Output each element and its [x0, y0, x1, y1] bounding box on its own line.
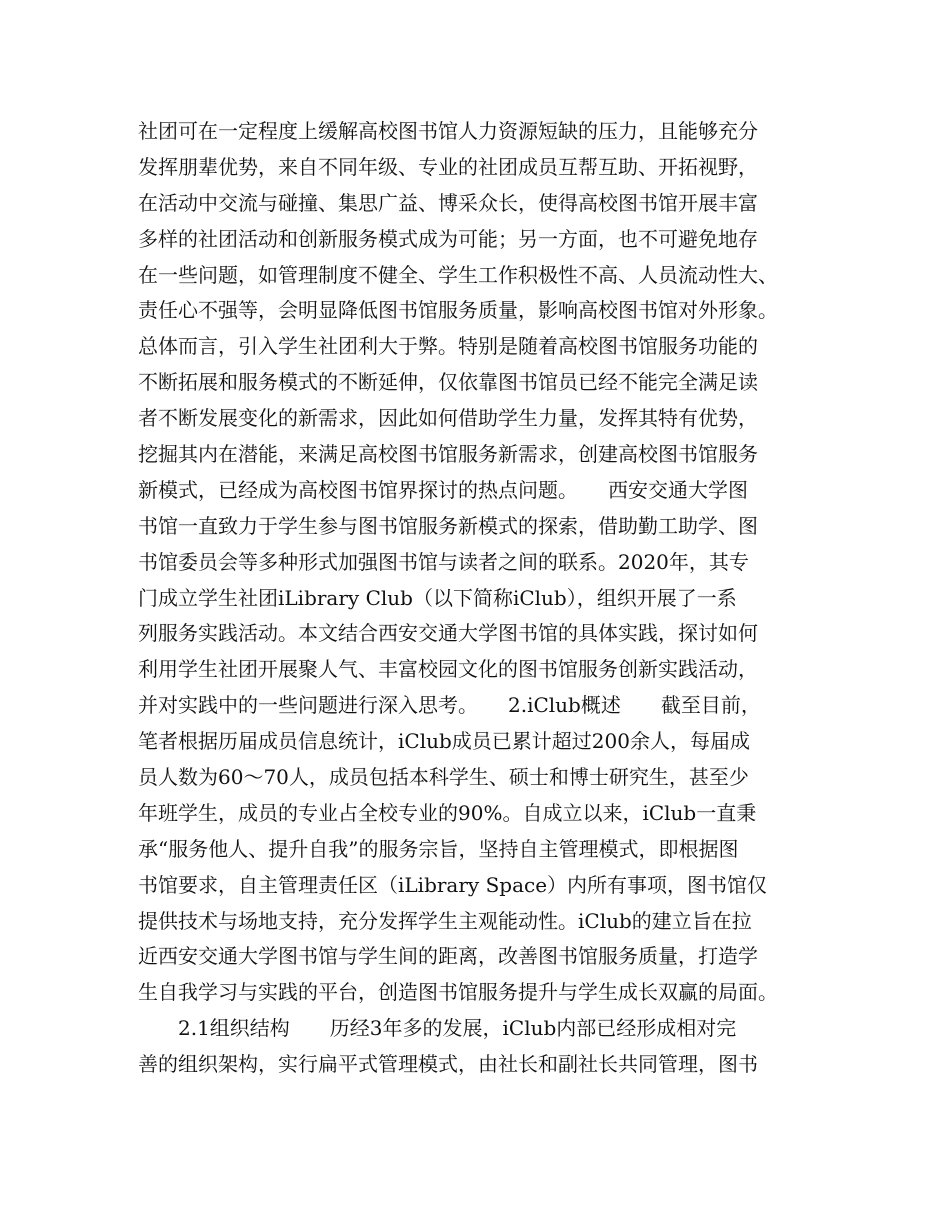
text-line: 善的组织架构，实行扁平式管理模式，由社长和副社长共同管理，图书: [138, 1052, 758, 1077]
text-line: 在一些问题，如管理制度不健全、学生工作积极性不高、人员流动性大、: [138, 262, 778, 287]
text-line: 书馆委员会等多种形式加强图书馆与读者之间的联系。2020年，其专: [138, 549, 749, 574]
text-line: 新模式，已经成为高校图书馆界探讨的热点问题。 西安交通大学图: [138, 477, 748, 502]
text-line: 近西安交通大学图书馆与学生间的距离，改善图书馆服务质量，打造学: [138, 944, 758, 969]
text-line: 提供技术与场地支持，充分发挥学生主观能动性。iClub的建立旨在拉: [138, 908, 752, 933]
text-line: 笔者根据历届成员信息统计，iClub成员已累计超过200余人，每届成: [138, 729, 750, 754]
text-line: 生自我学习与实践的平台，创造图书馆服务提升与学生成长双赢的局面。: [138, 980, 778, 1005]
text-line: 书馆要求，自主管理责任区（iLibrary Space）内所有事项，图书馆仅: [138, 872, 768, 897]
text-line: 2.1组织结构 历经3年多的发展，iClub内部已经形成相对完: [138, 1016, 737, 1041]
text-line: 多样的社团活动和创新服务模式成为可能；另一方面，也不可避免地存: [138, 226, 758, 251]
text-line: 并对实践中的一些问题进行深入思考。 2.iClub概述 截至目前，: [138, 693, 761, 718]
text-line: 门成立学生社团iLibrary Club（以下简称iClub），组织开展了一系: [138, 585, 737, 610]
text-line: 发挥朋辈优势，来自不同年级、专业的社团成员互帮互助、开拓视野，: [138, 154, 758, 179]
body-text: [138, 114, 838, 1083]
text-line: 社团可在一定程度上缓解高校图书馆人力资源短缺的压力，且能够充分: [138, 119, 758, 143]
text-line: 者不断发展变化的新需求，因此如何借助学生力量，发挥其特有优势，: [138, 406, 758, 431]
text-line: 挖掘其内在潜能，来满足高校图书馆服务新需求，创建高校图书馆服务: [138, 442, 758, 467]
text-line: 责任心不强等，会明显降低图书馆服务质量，影响高校图书馆对外形象。: [138, 298, 778, 323]
text-line: 利用学生社团开展聚人气、丰富校园文化的图书馆服务创新实践活动，: [138, 657, 758, 682]
text-line: 列服务实践活动。本文结合西安交通大学图书馆的具体实践，探讨如何: [138, 621, 758, 646]
text-line: 在活动中交流与碰撞、集思广益、博采众长，使得高校图书馆开展丰富: [138, 190, 758, 215]
text-line: 书馆一直致力于学生参与图书馆服务新模式的探索，借助勤工助学、图: [138, 513, 758, 538]
text-line: 总体而言，引入学生社团利大于弊。特别是随着高校图书馆服务功能的: [138, 334, 758, 359]
text-line: 年班学生，成员的专业占全校专业的90%。自成立以来，iClub一直秉: [138, 800, 757, 825]
text-line: 员人数为60～70人，成员包括本科学生、硕士和博士研究生，甚至少: [138, 765, 749, 790]
text-line: 不断拓展和服务模式的不断延伸，仅依靠图书馆员已经不能完全满足读: [138, 370, 758, 395]
text-line: 承“服务他人、提升自我”的服务宗旨，坚持自主管理模式，即根据图: [138, 836, 739, 861]
